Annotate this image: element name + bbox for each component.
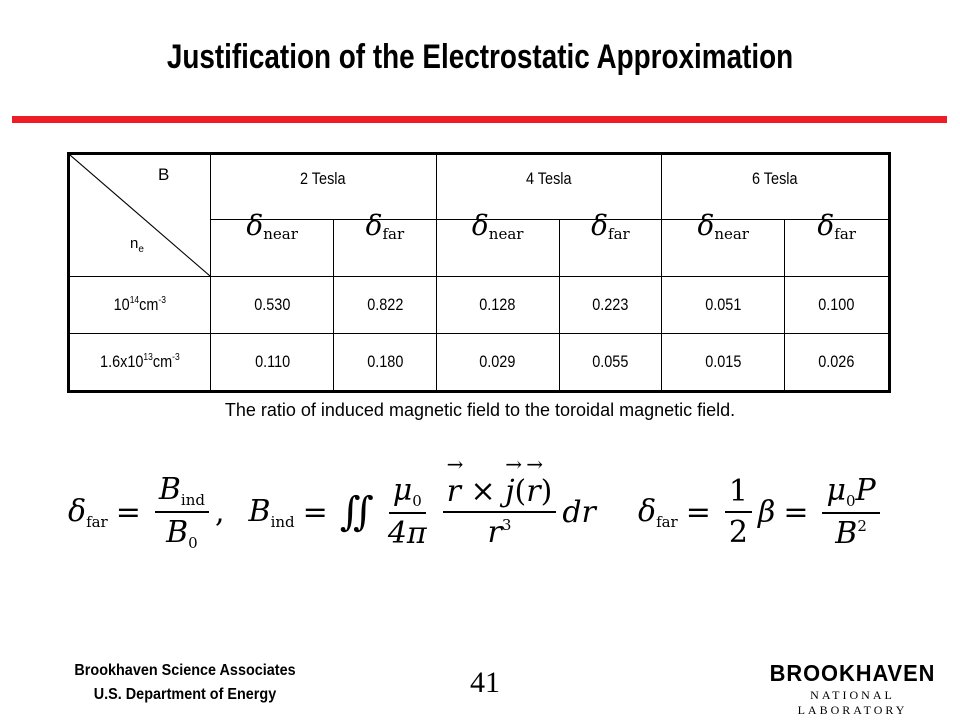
page-number: 41 [470, 666, 500, 699]
value-cell: 0.530 [211, 277, 334, 334]
eq-delta: $\delta_{far}$ [638, 493, 678, 531]
field-axis-label: B [158, 165, 170, 184]
footer-org-line1: Brookhaven Science Associates [74, 662, 296, 679]
eq-dr: dr [562, 494, 596, 530]
eq-fraction-half: $\frac{1}{2}$ [725, 474, 752, 550]
eq-comma: , [214, 494, 225, 530]
eq-equals: = [302, 494, 328, 530]
value-cell: 0.026 [785, 334, 890, 392]
subheader-cell: $\delta_{far}$ [559, 220, 661, 277]
value-cell: 0.029 [436, 334, 559, 392]
eq-beta: β [757, 494, 776, 530]
subheader-cell: $\delta_{near}$ [662, 220, 785, 277]
eq-b-ind: $B_{ind}$ [248, 493, 295, 531]
eq-fraction-mu-4pi: $\frac{\mu_0}{4\pi}$ [387, 473, 427, 551]
value-cell: 0.100 [785, 277, 890, 334]
title-divider [12, 116, 947, 123]
double-integral-symbol: ∬ [339, 489, 374, 535]
eq-equals: = [115, 494, 141, 530]
table-row [69, 334, 890, 392]
eq-delta: $\delta_{far}$ [68, 493, 108, 531]
value-cell: 0.110 [211, 334, 334, 392]
logo-subtitle: NATIONAL LABORATORY [797, 688, 908, 717]
value-cell: 0.180 [334, 334, 436, 392]
header-field-2: 2 Tesla [211, 154, 437, 220]
table-row [69, 277, 890, 334]
density-cell: $10^{14}cm^{-3}$ [69, 277, 211, 334]
header-field-4: 4 Tesla [436, 154, 662, 220]
equation-delta-far-definition [68, 462, 596, 562]
density-cell: $1.6x10^{13}cm^{-3}$ [69, 334, 211, 392]
eq-fraction-bind-b0: $\frac{B_{ind}}{B_0}$ [155, 472, 209, 552]
density-axis-label: $n_e$ [130, 235, 144, 255]
value-cell: 0.223 [559, 277, 661, 334]
value-cell: 0.128 [436, 277, 559, 334]
value-cell: 0.051 [662, 277, 785, 334]
diagonal-line [70, 155, 210, 276]
equation-delta-far-beta [638, 462, 886, 562]
value-cell: 0.055 [559, 334, 661, 392]
subheader-cell: $\delta_{near}$ [436, 220, 559, 277]
footer-organization [50, 659, 320, 707]
subheader-cell: $\delta_{far}$ [334, 220, 436, 277]
value-cell: 0.822 [334, 277, 436, 334]
subheader-cell: $\delta_{far}$ [785, 220, 890, 277]
brookhaven-logo [760, 660, 945, 717]
eq-equals: = [685, 494, 711, 530]
subheader-cell: $\delta_{near}$ [211, 220, 334, 277]
slide-title: Justification of the Electrostatic Approximation [166, 38, 794, 76]
header-field-6: 6 Tesla [662, 154, 890, 220]
eq-equals: = [783, 494, 809, 530]
value-cell: 0.015 [662, 334, 785, 392]
data-table [67, 152, 891, 393]
corner-cell [69, 154, 211, 277]
footer-org-line2: U.S. Department of Energy [93, 686, 277, 703]
logo-wordmark: BROOKHAVEN [769, 660, 936, 686]
table-caption: The ratio of induced magnetic field to the toroidal magnetic field. [224, 400, 736, 420]
eq-fraction-cross-product: → $\frac{r \times \to j(\to r)}{r^3}$ [443, 474, 557, 550]
eq-fraction-mu-p-b2: $\frac{\mu_0P}{B^2}$ [822, 473, 879, 551]
